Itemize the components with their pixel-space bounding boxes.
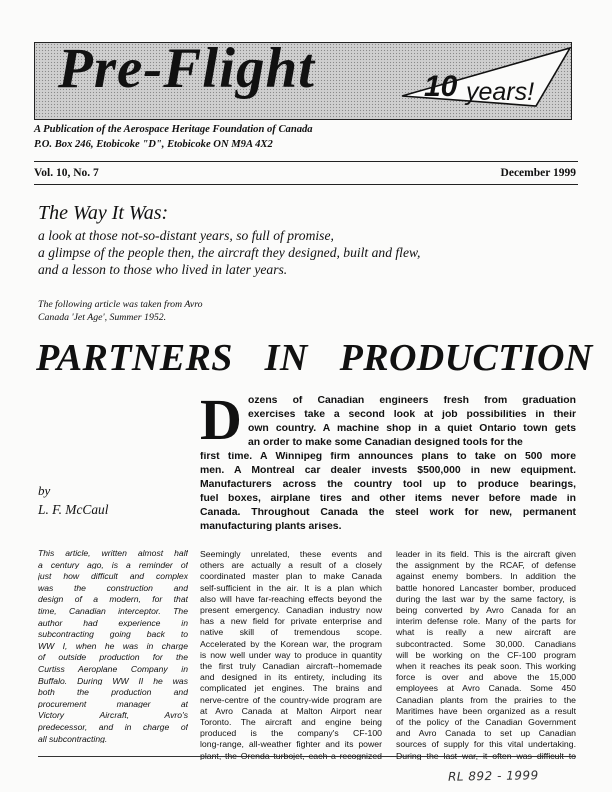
body-line: others are actually a result of a closely (200, 561, 382, 570)
sidebar-line: just how difficult and complex (38, 572, 188, 581)
sidebar-line: time, Canadian interceptor. The (38, 607, 188, 616)
lead-line: exercises take a second look at job possibilities in their (248, 410, 576, 420)
body-line: the first truly Canadian aircraft--homemade (200, 662, 382, 671)
body-line: Accelerated by the Korean war, the program (200, 639, 382, 649)
lead-line: fuel boxes, airplane tires and other items never before made in (200, 494, 576, 504)
body-line: what is really a new aircraft are (396, 628, 576, 638)
article-headline: PARTNERS IN PRODUCTION (36, 337, 593, 379)
lead-line: ozens of Canadian engineers fresh from graduation (248, 396, 576, 406)
handwritten-note: RL 892 - 1999 (447, 768, 539, 784)
body-line: sources of supply for this vital undertaking. (396, 740, 576, 750)
header-rule-bottom (34, 184, 578, 185)
body-line: Canadian plants from the prairies to the (396, 695, 576, 705)
feature-line: a glimpse of the people then, the aircraft they designed, built and flew, (38, 245, 421, 260)
body-line: present emergency. Canadian industry now (200, 606, 382, 615)
feature-line: and a lesson to those who lived in later years. (38, 262, 288, 277)
body-line: long-range, all-weather fighter and its power (200, 740, 382, 750)
body-line: at Avro Canada at Malton Airport near (200, 706, 382, 716)
sidebar-line: procurement manager at (38, 699, 188, 709)
lead-line: manufacturing plants arises. (200, 522, 342, 532)
sidebar-line: predecessor, and in charge of (38, 723, 188, 732)
lead-line: Canada. Throughout Canada the steel work for new, permanent (200, 508, 576, 518)
header-rule-top (34, 161, 578, 162)
body-line: produced is the company's CF-100 (200, 729, 382, 738)
footer-rule (38, 756, 576, 757)
body-line: Seemingly unrelated, these events and (200, 550, 382, 559)
publisher-name: A Publication of the Aerospace Heritage Foundation of Canada (34, 124, 313, 135)
body-line: coordinated master plan to make Canada (200, 572, 382, 582)
issue-date: December 1999 (500, 167, 576, 179)
sidebar-line: WW I, when he was in charge (38, 641, 188, 651)
sidebar-line: design of a modern, for that (38, 595, 188, 604)
sidebar-line: This article, written almost half (38, 549, 188, 558)
drop-cap: D (200, 387, 242, 452)
body-line: employees at Avro Canada. Some 450 (396, 684, 576, 694)
sidebar-line: of outside production for the (38, 653, 188, 662)
lead-line: men. A Montreal car dealer invests $500,000 in new equipment. (200, 466, 576, 476)
source-note: Canada 'Jet Age', Summer 1952. (38, 312, 167, 323)
lead-line: own country. A machine shop in a quiet Ontario town gets (248, 424, 576, 434)
lead-line: first time. A Winnipeg firm announces plans to take on 500 more (200, 452, 576, 462)
body-line: when it reaches its peak soon. This working (396, 662, 576, 671)
publisher-address: P.O. Box 246, Etobicoke "D", Etobicoke ON M9A 4X2 (34, 139, 273, 150)
body-line: During the last war, it often was difficult to (396, 751, 576, 761)
lead-line: Manufacturers across the country tool up to produce bearings, (200, 480, 576, 490)
source-note: The following article was taken from Avro (38, 299, 203, 310)
body-line: will be working on the CF-100 program (396, 650, 576, 660)
body-line: of the policy of the Canadian Government (396, 718, 576, 727)
sidebar-line: a century ago, is a reminder of (38, 560, 188, 570)
body-line: also will have far-reaching effects beyond the (200, 594, 382, 604)
body-line: force is over and above the 15,000 (396, 673, 576, 682)
anniversary-number: 10 (424, 70, 458, 103)
feature-line: a look at those not-so-distant years, so full of promise, (38, 228, 334, 243)
newsletter-title: Pre-Flight (58, 37, 316, 100)
sidebar-line: Buffalo. During WW II he was (38, 676, 188, 686)
sidebar-line: all subcontracting. (38, 734, 108, 744)
sidebar-line: subcontracting going back to (38, 630, 188, 639)
body-line: and Avro Canada to set up Canadian (396, 729, 576, 738)
body-line: and designed in its entirety, including its (200, 673, 382, 682)
sidebar-line: was the construction and (38, 583, 188, 593)
body-line: nerve-centre of the country-wide program are (200, 695, 382, 705)
anniversary-text: years! (466, 78, 535, 106)
body-line: is now well under way to produce in quantity (200, 650, 382, 660)
body-line: being converted by Avro Canada for an (396, 606, 576, 615)
lead-line: an order to make some Canadian designed tools for the (248, 438, 523, 448)
body-line: has a new field for private enterprise and (200, 617, 382, 626)
issue-volume: Vol. 10, No. 7 (34, 167, 99, 179)
body-line: leader in its field. This is the aircraft given (396, 550, 576, 559)
body-line: the assignment by the RCAF, of defense (396, 561, 576, 570)
sidebar-line: author had experience in (38, 618, 188, 628)
body-line: complicated jet engines. The brains and (200, 684, 382, 694)
sidebar-line: Curtiss Aeroplane Company in (38, 665, 188, 674)
body-line: subcontracted. Some 30,000. Canadians (396, 639, 576, 649)
byline-prefix: by (38, 483, 51, 498)
body-line: battle honored Lancaster bomber, produced (396, 583, 576, 593)
body-line: native skill of tremendous scope. (200, 628, 382, 638)
body-line: Toronto. The aircraft and engine being (200, 718, 382, 727)
sidebar-line: both the production and (38, 688, 188, 697)
sidebar-line: Victory Aircraft, Avro's (38, 711, 188, 720)
body-line: plant, the Orenda turbojet, each a recognized (200, 751, 382, 761)
body-line: self-sufficient in the air. It is a plan which (200, 583, 382, 593)
body-line: Maritimes have been organized as a result (396, 706, 576, 716)
byline-author: L. F. McCaul (38, 502, 109, 517)
feature-title: The Way It Was: (38, 202, 169, 224)
body-line: against enemy bombers. In addition the (396, 572, 576, 582)
body-line: during the last war by the same factory, is (396, 594, 576, 604)
body-line: interim defense role. Many of the parts for (396, 617, 576, 626)
